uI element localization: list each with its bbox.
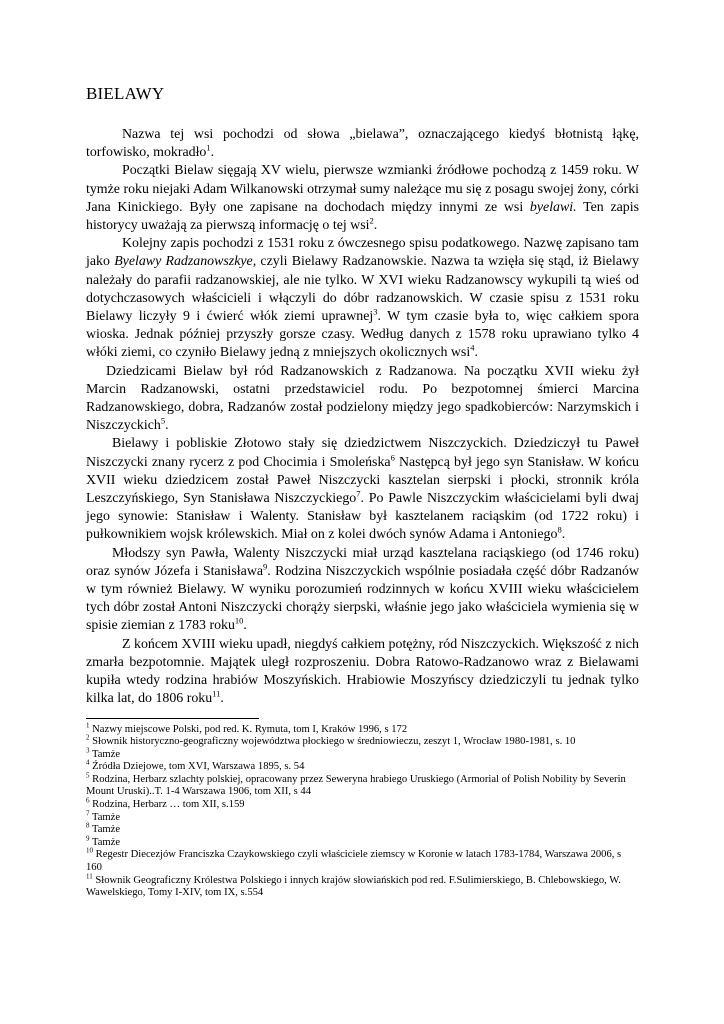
footnote-ref[interactable]: 8 (557, 524, 562, 535)
paragraph: Nazwa tej wsi pochodzi od słowa „bielawa”, oznaczającego kiedyś błotnistą łąkę, torfowisko, mokradło$^1$. (86, 127, 639, 161)
footnote: $^8$ Tamże (86, 821, 121, 836)
paragraph: Młodszy syn Pawła, Walenty Niszczycki miał urząd kasztelana raciąskiego (od 1746 roku) oraz synów Józefa i Stanisława$^9$. Rodzina Niszczyckich wspólnie posiadała część dóbr Radzanów w tym również Bielawy. W wyniku porozumień rodzinnych w końcu XVIII wieku właścicielem tych dóbr został Antoni Niszczycki chorąży sierpski, właśnie jego jako właściciela wymienia się w spisie ziemian z 1783 roku$^{10}$. (86, 545, 639, 634)
footnote-ref[interactable]: 5 (160, 415, 166, 426)
footnote: $^{11}$ Słownik Geograficzny Królestwa Polskiego i innych krajów słowiańskich pod red. F.Sulimierskiego, B. Chlebowskiego, W. Wawelskiego, Tomy I-XIV, tom IX, s.554 (86, 872, 621, 899)
footnote: $^2$ Słownik historyczno-geograficzny województwa płockiego w średniowieczu, zeszyt 1, Wrocław 1980-1981, s. 10 (86, 733, 576, 748)
footnote: $^3$ Tamże (86, 746, 121, 760)
footnote: $^4$ Źródła Dziejowe, tom XVI, Warszawa 1895, s. 54 (86, 758, 305, 773)
footnote-ref[interactable]: 3 (373, 306, 378, 317)
footnote-ref[interactable]: 7 (356, 488, 361, 499)
footnote: $^{10}$ Regestr Diecezjów Franciszka Czaykowskiego czyli właściciele ziemscy w Koronie w latach 1783-1784, Warszawa 2006, s 160 (86, 846, 622, 874)
footnote-ref[interactable]: 9 (263, 561, 268, 572)
footnote: $^7$ Tamże (86, 809, 121, 823)
paragraph: Bielawy i pobliskie Złotowo stały się dziedzictwem Niszczyckich. Dziedziczył tu Paweł Niszczycki znany rycerz z pod Chocimia i Smoleńska$^6$ Następcą był jego syn Stanisław. W końcu XVII wieku dziedzicem został Paweł Niszczycki kasztelan sierpski i płocki, stronnik króla Leszczyńskiego, Syn Stanisława Niszczyckiego$^7$. Po Pawle Niszczyckim właścicielami byli dwaj jego synowie: Stanisław i Walenty. Stanisław był kasztelanem raciąskim (od 1722 roku) i pułkownikiem wojsk królewskich. Miał on z kolei dwóch synów Adama i Antoniego$^8$. (86, 436, 639, 543)
footnote: $^9$ Tamże (86, 834, 121, 848)
paragraph: Dziedzicami Bielaw był ród Radzanowskich z Radzanowa. Na początku XVII wieku żył Marcin Radzanowski, ostatni przedstawiciel rodu. Po bezpotomnej śmierci Marcina Radzanowskiego, dobra, Radzanów został podzielony między jego spadkobierców: Narzymskich i Niszczyckich$^5$. (86, 363, 639, 434)
footnote-ref[interactable]: 2 (369, 215, 374, 226)
footnote: $^1$ Nazwy miejscowe Polski, pod red. K. Rymuta, tom I, Kraków 1996, s 172 (86, 720, 408, 735)
paragraph: Z końcem XVIII wieku upadł, niegdyś całkiem potężny, ród Niszczyckich. Większość z nich zmarła bezpotomnie. Majątek uległ rozproszeniu. Dobra Ratowo-Radzanowo wraz z Bielawami kupiła wtedy rodzina hrabiów Moszyńskich. Hrabiowie Moszyńscy dziedziczyli tu jednak tylko kilka lat, do 1806 roku$^{11}$. (86, 636, 639, 707)
footnote-ref[interactable]: 1 (206, 142, 211, 153)
footnote: $^6$ Rodzina, Herbarz … tom XII, s.159 (86, 796, 245, 811)
body-text (86, 126, 639, 709)
footnote: $^5$ Rodzina, Herbarz szlachty polskiej, opracowany przez Seweryna hrabiego Uruskiego (Armorial of Polish Nobility by Severin Mount Uruski)..T. 1-4 Warszawa 1906, tom XII, s 44 (86, 771, 626, 798)
footnote-divider (86, 718, 259, 719)
page-title: BIELAWY (86, 84, 165, 103)
footnote-ref[interactable]: 10 (234, 615, 244, 626)
paragraph: Początki Bielaw sięgają XV wielu, pierwsze wzmianki źródłowe pochodzą z 1459 roku. W tymże roku niejaki Adam Wilkanowski otrzymał sumy należące mu się z posagu swojej żony, córki Jana Kinickiego. Były one zapisane na dochodach między innymi ze wsi byelawi. Ten zapis historycy uważają za pierwszą informację o tej wsi$^2$. (86, 163, 639, 234)
footnote-ref[interactable]: 6 (390, 452, 395, 463)
document-page (86, 84, 639, 900)
footnote-ref[interactable]: 11 (212, 688, 221, 699)
footnote-ref[interactable]: 4 (470, 342, 475, 353)
paragraph: Kolejny zapis pochodzi z 1531 roku z ówczesnego spisu podatkowego. Nazwę zapisano tam jako Byelawy Radzanowszkye, czyli Bielawy Radzanowskie. Nazwa ta wzięła się stąd, iż Bielawy należały do parafii radzanowskiej, ale nie tylko. W XVI wieku Radzanowscy wykupili tą wieś od dotychczasowych właścicieli i włączyli do dóbr radzanowskich. W czasie spisu z 1531 roku Bielawy liczyły 9 i ćwierć włók ziemi uprawnej$^3$. W tym czasie była to, więc całkiem spora wioska. Jednak później przyszły gorsze czasy. Według danych z 1578 roku uprawiano tylko 4 włóki ziemi, co czyniło Bielawy jedną z mniejszych okolicznych wsi$^4$. (86, 236, 640, 361)
footnotes (86, 720, 639, 900)
